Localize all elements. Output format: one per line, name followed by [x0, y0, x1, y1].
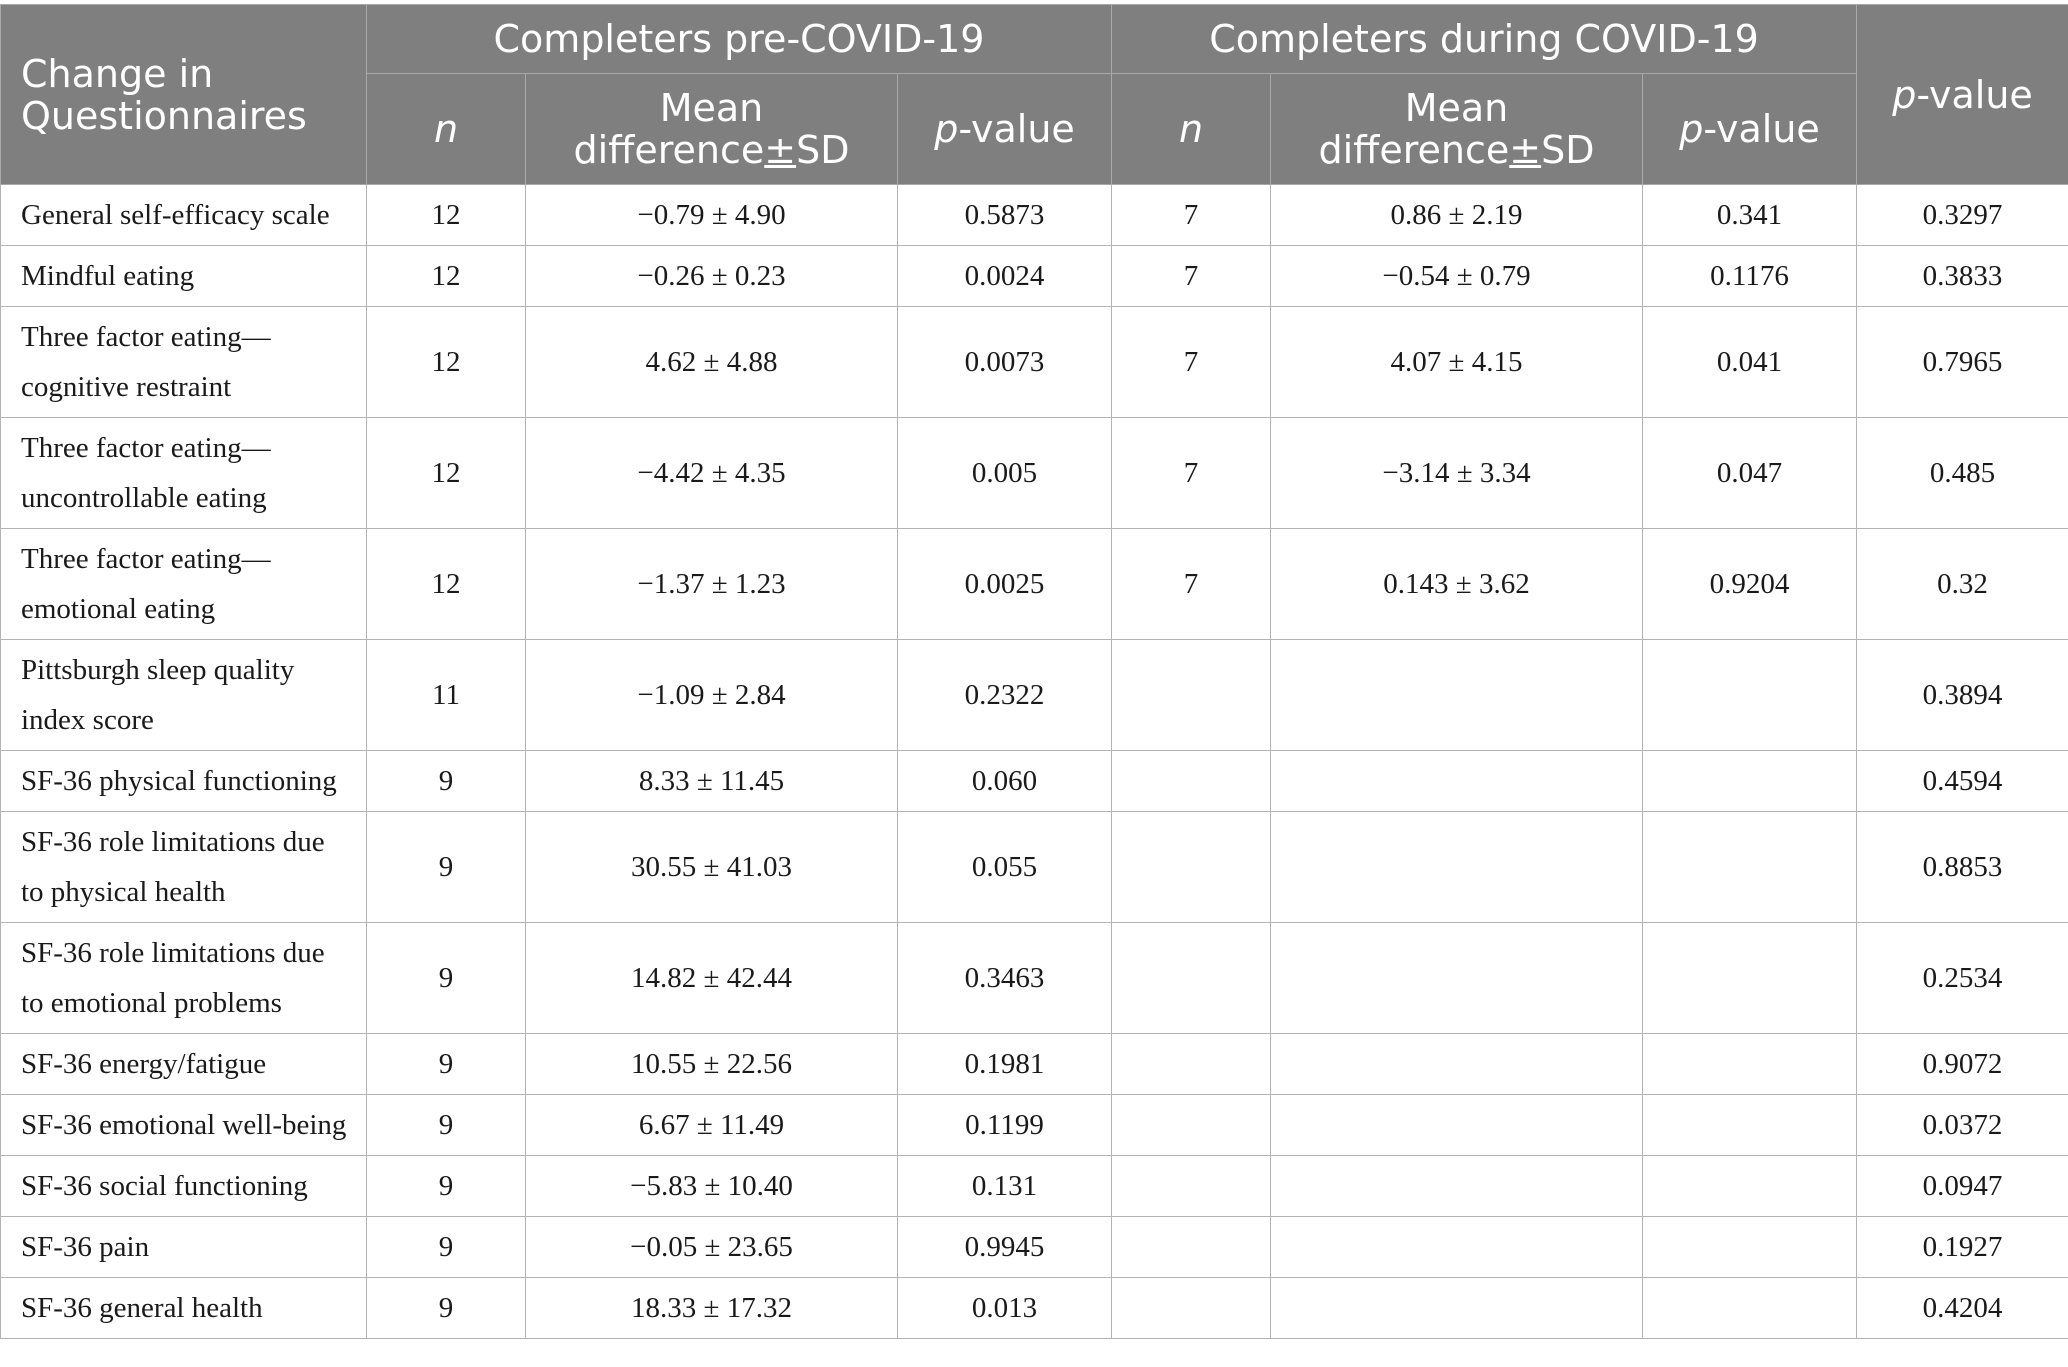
row-label: SF-36 pain	[1, 1217, 367, 1278]
table-row	[1, 1217, 2068, 1278]
n-pre: 12	[367, 529, 526, 640]
mean-diff-during	[1271, 1034, 1643, 1095]
n-during	[1112, 640, 1271, 751]
p-value-overall: 0.4594	[1857, 751, 2068, 812]
group-header-during-covid: Completers during COVID-19	[1112, 5, 1857, 74]
n-during	[1112, 923, 1271, 1034]
header-row-groups	[1, 5, 2068, 74]
mean-diff-pre: 18.33 ± 17.32	[526, 1278, 898, 1339]
p-value-pre: 0.9945	[898, 1217, 1112, 1278]
p-value-overall: 0.7965	[1857, 307, 2068, 418]
p-value-overall: 0.4204	[1857, 1278, 2068, 1339]
n-during	[1112, 1095, 1271, 1156]
n-during	[1112, 1278, 1271, 1339]
n-during: 7	[1112, 307, 1271, 418]
mean-diff-header-during: Mean difference±SD	[1271, 74, 1643, 185]
n-header-pre: n	[367, 74, 526, 185]
row-label: Three factor eating— emotional eating	[1, 529, 367, 640]
mean-diff-pre: 4.62 ± 4.88	[526, 307, 898, 418]
n-pre: 9	[367, 1156, 526, 1217]
table-row	[1, 529, 2068, 640]
n-pre: 9	[367, 1095, 526, 1156]
n-during: 7	[1112, 529, 1271, 640]
table-row	[1, 923, 2068, 1034]
table-row	[1, 1095, 2068, 1156]
mean-diff-during: 4.07 ± 4.15	[1271, 307, 1643, 418]
p-value-during	[1643, 812, 1857, 923]
mean-diff-pre: −0.05 ± 23.65	[526, 1217, 898, 1278]
row-label: SF-36 physical functioning	[1, 751, 367, 812]
mean-diff-during	[1271, 640, 1643, 751]
questionnaire-table	[0, 4, 2068, 1339]
table-row	[1, 185, 2068, 246]
mean-diff-pre: 6.67 ± 11.49	[526, 1095, 898, 1156]
n-pre: 9	[367, 751, 526, 812]
row-label: SF-36 emotional well-being	[1, 1095, 367, 1156]
p-value-overall: 0.3297	[1857, 185, 2068, 246]
p-value-pre: 0.055	[898, 812, 1112, 923]
row-label: General self-efficacy scale	[1, 185, 367, 246]
group-header-pre-covid: Completers pre-COVID-19	[367, 5, 1112, 74]
p-value-overall: 0.2534	[1857, 923, 2068, 1034]
mean-diff-during: 0.143 ± 3.62	[1271, 529, 1643, 640]
table-row	[1, 1034, 2068, 1095]
p-value-pre: 0.5873	[898, 185, 1112, 246]
p-value-pre: 0.1199	[898, 1095, 1112, 1156]
p-value-pre: 0.0025	[898, 529, 1112, 640]
row-label: SF-36 role limitations due to physical health	[1, 812, 367, 923]
p-value-overall: 0.1927	[1857, 1217, 2068, 1278]
p-value-overall: 0.0947	[1857, 1156, 2068, 1217]
p-value-pre: 0.005	[898, 418, 1112, 529]
p-value-during	[1643, 751, 1857, 812]
p-value-overall: 0.32	[1857, 529, 2068, 640]
p-value-overall: 0.485	[1857, 418, 2068, 529]
row-label: SF-36 social functioning	[1, 1156, 367, 1217]
p-value-during: 0.9204	[1643, 529, 1857, 640]
n-during: 7	[1112, 246, 1271, 307]
mean-diff-during: −0.54 ± 0.79	[1271, 246, 1643, 307]
n-pre: 9	[367, 812, 526, 923]
mean-diff-during	[1271, 923, 1643, 1034]
p-value-during	[1643, 1095, 1857, 1156]
p-value-overall: 0.8853	[1857, 812, 2068, 923]
p-value-pre: 0.3463	[898, 923, 1112, 1034]
table-row	[1, 812, 2068, 923]
p-value-during	[1643, 1034, 1857, 1095]
p-value-during	[1643, 1156, 1857, 1217]
p-value-during: 0.047	[1643, 418, 1857, 529]
p-value-overall: 0.3833	[1857, 246, 2068, 307]
n-during	[1112, 812, 1271, 923]
mean-diff-during	[1271, 812, 1643, 923]
mean-diff-during	[1271, 1278, 1643, 1339]
row-label-header: Change in Questionnaires	[1, 5, 367, 185]
n-pre: 11	[367, 640, 526, 751]
row-label: SF-36 general health	[1, 1278, 367, 1339]
p-value-overall: 0.9072	[1857, 1034, 2068, 1095]
n-pre: 9	[367, 1217, 526, 1278]
mean-diff-pre: 30.55 ± 41.03	[526, 812, 898, 923]
row-label: SF-36 role limitations due to emotional problems	[1, 923, 367, 1034]
table-row	[1, 307, 2068, 418]
mean-diff-during	[1271, 1095, 1643, 1156]
n-during	[1112, 751, 1271, 812]
p-value-overall: 0.3894	[1857, 640, 2068, 751]
p-value-during	[1643, 923, 1857, 1034]
row-label: Three factor eating— uncontrollable eating	[1, 418, 367, 529]
mean-diff-during	[1271, 1156, 1643, 1217]
table-row	[1, 751, 2068, 812]
n-during	[1112, 1217, 1271, 1278]
p-value-during: 0.1176	[1643, 246, 1857, 307]
mean-diff-pre: −4.42 ± 4.35	[526, 418, 898, 529]
p-value-header-during: p-value	[1643, 74, 1857, 185]
row-label: SF-36 energy/fatigue	[1, 1034, 367, 1095]
mean-diff-pre: −5.83 ± 10.40	[526, 1156, 898, 1217]
n-pre: 12	[367, 185, 526, 246]
mean-diff-during	[1271, 751, 1643, 812]
p-value-overall: 0.0372	[1857, 1095, 2068, 1156]
mean-diff-pre: 8.33 ± 11.45	[526, 751, 898, 812]
mean-diff-pre: −1.09 ± 2.84	[526, 640, 898, 751]
table-row	[1, 246, 2068, 307]
n-pre: 9	[367, 1034, 526, 1095]
n-header-during: n	[1112, 74, 1271, 185]
row-label: Three factor eating— cognitive restraint	[1, 307, 367, 418]
p-value-during: 0.041	[1643, 307, 1857, 418]
row-label: Pittsburgh sleep quality index score	[1, 640, 367, 751]
mean-diff-during: 0.86 ± 2.19	[1271, 185, 1643, 246]
mean-diff-pre: −1.37 ± 1.23	[526, 529, 898, 640]
p-value-during	[1643, 1217, 1857, 1278]
n-during	[1112, 1156, 1271, 1217]
p-value-pre: 0.013	[898, 1278, 1112, 1339]
mean-diff-pre: 14.82 ± 42.44	[526, 923, 898, 1034]
p-value-pre: 0.131	[898, 1156, 1112, 1217]
n-pre: 12	[367, 246, 526, 307]
n-during: 7	[1112, 185, 1271, 246]
n-pre: 9	[367, 1278, 526, 1339]
p-value-during: 0.341	[1643, 185, 1857, 246]
p-value-pre: 0.0073	[898, 307, 1112, 418]
overall-p-value-header: p-value	[1857, 5, 2068, 185]
n-during: 7	[1112, 418, 1271, 529]
p-value-during	[1643, 1278, 1857, 1339]
p-value-pre: 0.1981	[898, 1034, 1112, 1095]
mean-diff-header-pre: Mean difference±SD	[526, 74, 898, 185]
table-row	[1, 1156, 2068, 1217]
mean-diff-during: −3.14 ± 3.34	[1271, 418, 1643, 529]
p-value-pre: 0.060	[898, 751, 1112, 812]
n-pre: 12	[367, 418, 526, 529]
mean-diff-during	[1271, 1217, 1643, 1278]
p-value-during	[1643, 640, 1857, 751]
table-row	[1, 418, 2068, 529]
table-row	[1, 1278, 2068, 1339]
p-value-pre: 0.2322	[898, 640, 1112, 751]
n-pre: 12	[367, 307, 526, 418]
p-value-header-pre: p-value	[898, 74, 1112, 185]
mean-diff-pre: 10.55 ± 22.56	[526, 1034, 898, 1095]
n-during	[1112, 1034, 1271, 1095]
row-label: Mindful eating	[1, 246, 367, 307]
mean-diff-pre: −0.79 ± 4.90	[526, 185, 898, 246]
n-pre: 9	[367, 923, 526, 1034]
table-row	[1, 640, 2068, 751]
p-value-pre: 0.0024	[898, 246, 1112, 307]
mean-diff-pre: −0.26 ± 0.23	[526, 246, 898, 307]
